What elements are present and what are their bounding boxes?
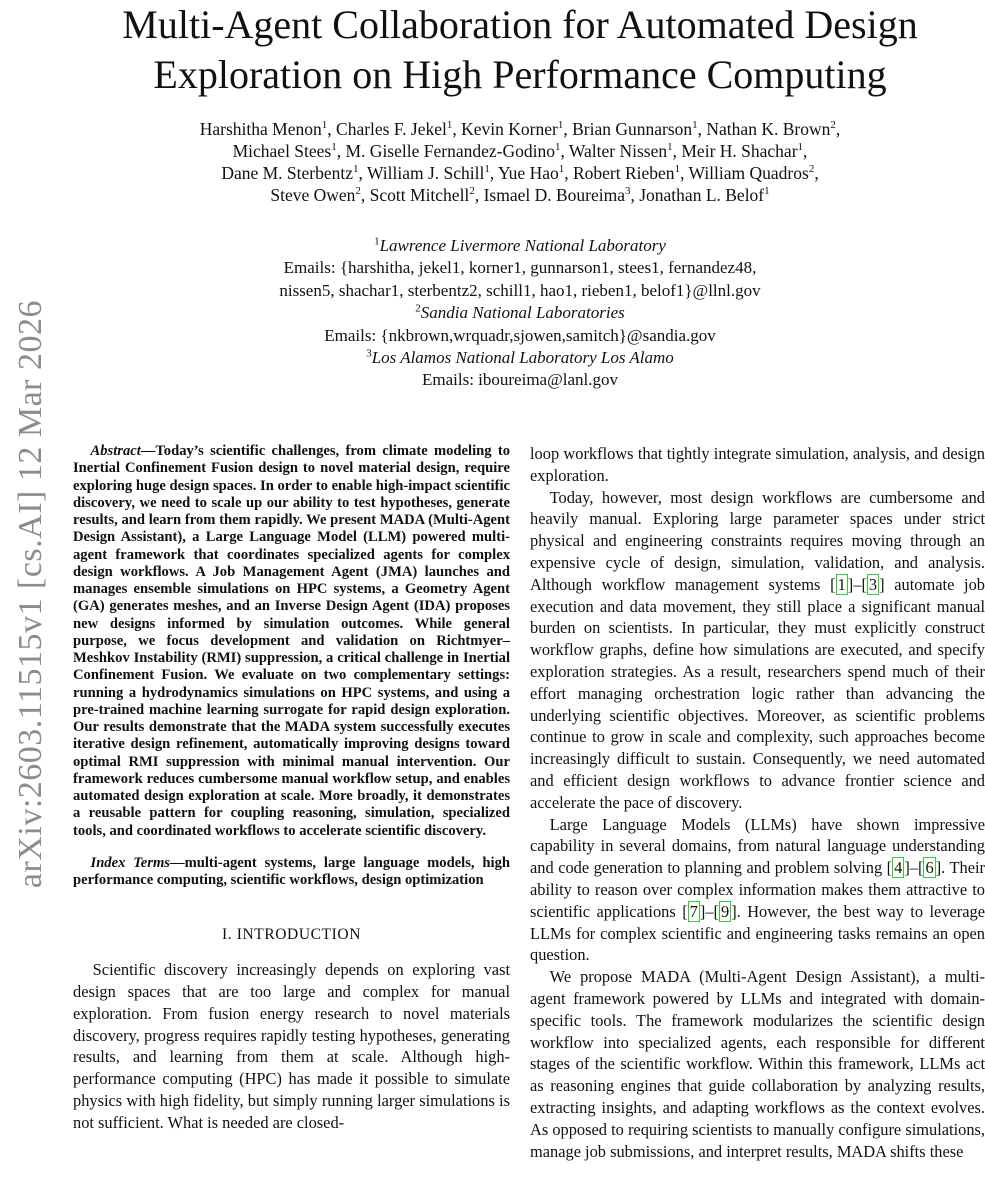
abstract-text: Today’s scientific challenges, from climate modeling to Inertial Confinement Fusion design to novel material design, require exploring huge design spaces. In order to enable high-impact scientific discovery, we need to scale up our ability to test hypotheses, generate results, and learn from them rapidly. We present MADA (Multi-Agent Design Assistant), a Large Language Model (LLM) powered multi-agent framework that coordinates specialized agents for complex design workflows. A Job Management Agent (JMA) launches and manages ensemble simulations on HPC systems, a Geometry Agent (GA) generates meshes, and an Inverse Design Agent (IDA) proposes new designs informed by simulation outcomes. While general purpose, we focus development and validation on Richtmyer–Meshkov Instability (RMI) suppression, a critical challenge in Inertial Confinement Fusion. We evaluate on two complementary settings: running a hydrodynamics simulations on HPC systems, and using a pre-trained machine learning surrogate for rapid design exploration. Our results demonstrate that the MADA system successfully executes iterative design refinement, automatically improving designs toward optimal RMI suppression with minimal manual intervention. Our framework reduces cumbersome manual workflow setup, and enables automated design exploration at scale. More broadly, it demonstrates a reusable pattern for coupling reasoning, simulation, specialized tools, and coordinated workflows to accelerate scientific discovery. — [73, 443, 510, 839]
left-column — [73, 443, 510, 1134]
citation-link[interactable]: 6 — [925, 858, 934, 878]
index-terms-label: Index Terms — [90, 854, 170, 871]
paper-title — [60, 0, 980, 100]
citation-link[interactable]: 9 — [721, 901, 730, 921]
citation-link[interactable]: 1 — [837, 574, 846, 594]
affiliation-1-emails-line-1: Emails: {harshitha, jekel1, korner1, gunnarson1, stees1, fernandez48, — [283, 258, 757, 278]
author: Charles F. Jekel$^1$ — [336, 119, 453, 139]
affiliation-2: $^2$Sandia National Laboratories — [415, 302, 625, 323]
right-column — [530, 443, 985, 1162]
author: William J. Schill$^1$ — [366, 163, 490, 183]
abstract: Abstract—Today’s scientific challenges, from climate modeling to Inertial Confinement Fusion design to novel material design, require exploring huge design spaces. In order to enable high-impact scientific discovery, we need to scale up our ability to test hypotheses, generate results, and learn from them rapidly. We present MADA (Multi-Agent Design Assistant), a Large Language Model (LLM) powered multi-agent framework that coordinates specialized agents for complex design workflows. A Job Management Agent (JMA) launches and manages ensemble simulations on HPC systems, a Geometry Agent (GA) generates meshes, and an Inverse Design Agent (IDA) proposes new designs informed by simulation outcomes. While general purpose, we focus development and validation on Richtmyer–Meshkov Instability (RMI) suppression, a critical challenge in Inertial Confinement Fusion. We evaluate on two complementary settings: running a hydrodynamics simulations on HPC systems, and using a pre-trained machine learning surrogate for rapid design exploration. Our results demonstrate that the MADA system successfully executes iterative design refinement, automatically improving designs toward optimal RMI suppression with minimal manual intervention. Our framework reduces cumbersome manual workflow setup, and enables automated design exploration at scale. More broadly, it demonstrates a reusable pattern for coupling reasoning, simulation, specialized tools, and coordinated workflows to accelerate scientific discovery. — [73, 443, 510, 839]
index-terms: Index Terms—multi-agent systems, large language models, high performance computing, scientific workflows, design optimization — [73, 854, 510, 888]
affiliation-1-emails-line-2: nissen5, shachar1, sterbentz2, schill1, hao1, rieben1, belof1}@llnl.gov — [279, 280, 761, 300]
author-list: Harshitha Menon$^1$, Charles F. Jekel$^1$, Kevin Korner$^1$, Brian Gunnarson$^1$, Nathan K. Brown$^2$, Michael Stees$^1$, M. Giselle Fernandez-Godino$^1$, Walter Nissen$^1$, Meir H. Shachar$^1$, Dane M. Sterbentz$^1$, William J. Schill$^1$, Yue Hao$^1$, Robert Rieben$^1$, William Quadros$^2$, Steve Owen$^2$, Scott Mitchell$^2$, Ismael D. Boureima$^3$, Jonathan L. Belof$^1$ — [199, 119, 841, 205]
author: Brian Gunnarson$^1$ — [572, 119, 698, 139]
author: Scott Mitchell$^2$ — [369, 185, 475, 205]
author: Meir H. Shachar$^1$ — [681, 141, 804, 161]
author: Michael Stees$^1$ — [232, 141, 337, 161]
affiliation-1: $^1$Lawrence Livermore National Laboratory — [374, 235, 666, 255]
intro-paragraph-4: We propose MADA (Multi-Agent Design Assistant), a multi-agent framework powered by LLMs and integrated with domain-specific tools. The framework modularizes the scientific design workflow into specialized agents, each responsible for different stages of the scientific workflow. Within this framework, LLMs act as reasoning engines that guide collaboration by analyzing results, extracting insights, and adapting workflows as the context evolves. As opposed to requiring scientists to manually configure simulations, manage job submissions, and interpret results, MADA shifts these — [530, 967, 985, 1161]
citation-link[interactable]: 3 — [868, 574, 878, 594]
arxiv-stamp — [12, 300, 49, 930]
paper-title-line-2: Exploration on High Performance Computing — [153, 52, 887, 97]
affiliation-3-emails: Emails: iboureima@lanl.gov — [421, 370, 618, 390]
author: William Quadros$^2$ — [688, 163, 815, 183]
author: Yue Hao$^1$ — [497, 163, 565, 183]
author: Dane M. Sterbentz$^1$ — [221, 163, 359, 183]
author: Harshitha Menon$^1$ — [199, 119, 328, 139]
citation-link[interactable]: 7 — [689, 901, 698, 921]
author: Walter Nissen$^1$ — [568, 141, 673, 161]
author: Kevin Korner$^1$ — [461, 119, 564, 139]
intro-paragraph-3: Large Language Models (LLMs) have shown impressive capability in several domains, from natural language understanding and code generation to planning and problem solving [ 4 ]–[ 6 ]. Their ability to reason over complex information makes them attractive to scientific applications [ 7 ]–[ 9 ]. However, the best way to leverage LLMs for complex scientific and engineering tasks remains an open question. — [530, 814, 985, 965]
author: Robert Rieben$^1$ — [572, 163, 681, 183]
intro-paragraph-1-continued: loop workflows that tightly integrate simulation, analysis, and design exploration. — [530, 444, 985, 485]
arxiv-identifier: arXiv:2603.11515v1 [cs.AI] 12 Mar 2026 — [12, 300, 49, 889]
author: Jonathan L. Belof$^1$ — [639, 185, 770, 205]
affiliations — [70, 235, 970, 392]
author: Nathan K. Brown$^2$ — [706, 119, 836, 139]
citation-link[interactable]: 4 — [894, 858, 903, 878]
author: Steve Owen$^2$ — [270, 185, 361, 205]
intro-paragraph-2: Today, however, most design workflows are cumbersome and heavily manual. Exploring large parameter spaces under strict physical and engineering constraints requires moving through an expensive cycle of design, simulation, validation, and analysis. Although workflow management systems [ 1 ]–[ 3 ] automate job execution and data movement, they still place a significant manual burden on scientists. In particular, they must explicitly construct workflow graphs, define how simulations are executed, and specify exploration strategies. As a result, researchers spend much of their effort managing orchestration logic rather than advancing the underlying scientific objectives. Moreover, as scientific problems continue to grow in scale and complexity, such approaches become increasingly difficult to sustain. Consequently, we need automated and efficient design workflows to advance frontier science and accelerate the pace of discovery. — [530, 487, 985, 812]
affiliation-2-emails: Emails: {nkbrown,wrquadr,sjowen,samitch}@sandia.gov — [324, 325, 716, 345]
index-terms-text: multi-agent systems, large language models, high performance computing, scientific workflows, design optimization — [73, 854, 510, 888]
section-heading-introduction: I. INTRODUCTION — [221, 926, 362, 944]
author: M. Giselle Fernandez-Godino$^1$ — [345, 141, 561, 161]
affiliation-3: $^3$Los Alamos National Laboratory Los Alamo — [366, 347, 674, 368]
intro-paragraph-1: Scientific discovery increasingly depends on exploring vast design spaces that are too large and complex for manual exploration. From fusion energy research to novel materials discovery, progress requires rapidly testing hypotheses, generating results, and learning from them at scale. Although high-performance computing (HPC) has made it possible to simulate physics with high fidelity, but simply running larger simulations is not sufficient. What is needed are closed- — [73, 960, 510, 1132]
abstract-label: Abstract — [90, 443, 141, 459]
paper-title-line-1: Multi-Agent Collaboration for Automated Design — [122, 2, 918, 47]
author: Ismael D. Boureima$^3$ — [483, 185, 631, 205]
